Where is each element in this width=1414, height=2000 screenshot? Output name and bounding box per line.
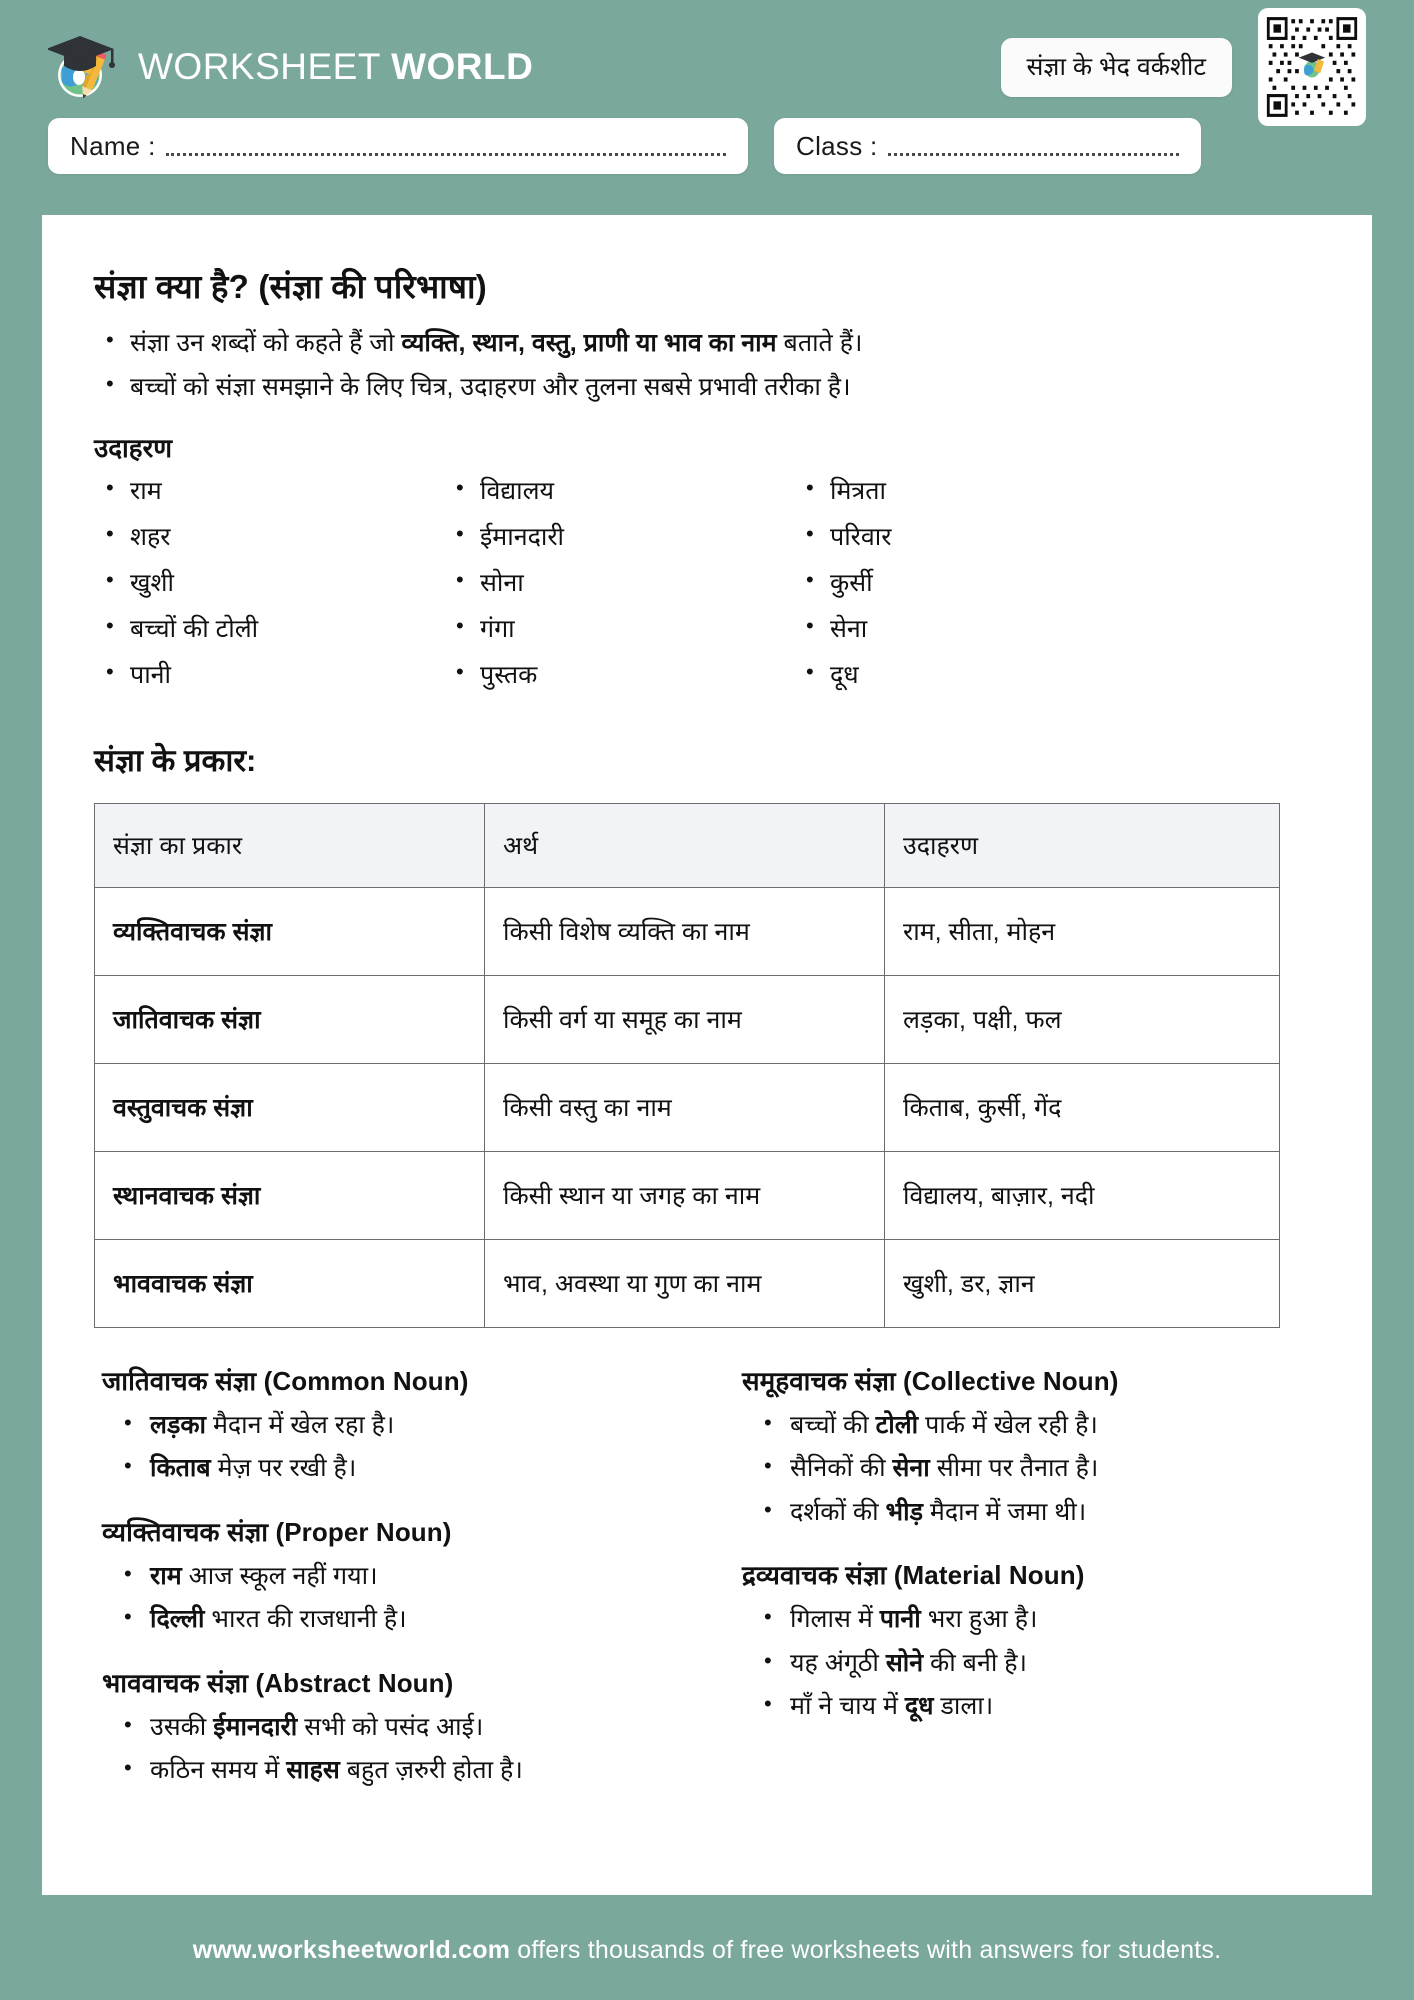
cell-type: व्यक्तिवाचक संज्ञा (95, 887, 485, 975)
noun-bold: पानी (879, 1605, 921, 1633)
cell-example: राम, सीता, मोहन (885, 887, 1280, 975)
noun-pre: बच्चों की (790, 1410, 876, 1439)
worksheet-sheet (42, 215, 1372, 1895)
noun-block-collective (742, 1362, 1322, 1531)
table-row (95, 887, 1280, 975)
noun-block-proper (102, 1513, 682, 1638)
cell-type: भाववाचक संज्ञा (95, 1239, 485, 1327)
noun-example (790, 1451, 1322, 1487)
noun-example (150, 1710, 682, 1746)
noun-pre: यह अंगूठी (790, 1648, 886, 1677)
example-item: • ईमानदारी (480, 525, 830, 550)
noun-pre: कठिन समय में (150, 1756, 287, 1784)
worksheet-title-badge: संज्ञा के भेद वर्कशीट (1001, 38, 1232, 97)
example-item: • मित्रता (830, 479, 892, 504)
header-right-group (1001, 8, 1366, 126)
noun-example (150, 1408, 682, 1444)
page-footer (0, 1895, 1414, 2000)
noun-example (790, 1689, 1322, 1725)
examples-columns (94, 476, 1320, 709)
noun-post: मैदान में खेल रहा है। (206, 1410, 395, 1439)
cell-example: लड़का, पक्षी, फल (885, 975, 1280, 1063)
cell-meaning: किसी वर्ग या समूह का नाम (485, 975, 885, 1063)
table-row (95, 1063, 1280, 1151)
noun-example (150, 1451, 682, 1487)
noun-post: सभी को पसंद आई। (297, 1712, 484, 1741)
brand-wordmark (138, 46, 533, 88)
class-label: Class : (796, 130, 878, 161)
examples-column-1 (130, 476, 480, 709)
cell-example: किताब, कुर्सी, गेंद (885, 1063, 1280, 1151)
example-item: • सोना (480, 571, 830, 596)
cell-example: विद्यालय, बाज़ार, नदी (885, 1151, 1280, 1239)
cell-meaning: किसी वस्तु का नाम (485, 1063, 885, 1151)
noun-bold: राम (150, 1561, 182, 1590)
example-item: • शहर (130, 525, 480, 550)
definition-list (94, 324, 1320, 407)
header-top-row (48, 0, 1366, 110)
definition-bold: व्यक्ति, स्थान, वस्तु, प्राणी या भाव का नाम (401, 329, 777, 357)
noun-example (150, 1602, 682, 1638)
table-header-row (95, 803, 1280, 887)
noun-block-title: व्यक्तिवाचक संज्ञा (Proper Noun) (102, 1516, 452, 1547)
noun-bold: सोने (885, 1648, 924, 1677)
noun-bold: दिल्ली (150, 1605, 205, 1633)
noun-example (790, 1495, 1322, 1531)
name-input-line[interactable] (166, 153, 726, 156)
page-title: संज्ञा क्या है? (संज्ञा की परिभाषा) (94, 268, 487, 305)
noun-example (150, 1559, 682, 1595)
noun-pre: दर्शकों की (790, 1497, 886, 1526)
qr-code-canvas (1265, 15, 1359, 119)
noun-post: सीमा पर तैनात है। (929, 1454, 1099, 1482)
example-item: • गंगा (480, 617, 830, 642)
noun-post: मैदान में जमा थी। (922, 1497, 1087, 1526)
cell-meaning: किसी स्थान या जगह का नाम (485, 1151, 885, 1239)
noun-post: पार्क में खेल रही है। (918, 1410, 1098, 1439)
cell-type: स्थानवाचक संज्ञा (95, 1151, 485, 1239)
table-row (95, 1151, 1280, 1239)
definition-point (130, 324, 1320, 363)
cell-type: जातिवाचक संज्ञा (95, 975, 485, 1063)
definition-pre: संज्ञा उन शब्दों को कहते हैं जो (130, 329, 402, 357)
noun-example (790, 1602, 1322, 1638)
noun-pre: गिलास में (790, 1605, 880, 1633)
column-header-type: संज्ञा का प्रकार (95, 803, 485, 887)
class-input-line[interactable] (888, 153, 1179, 156)
noun-block-title: भाववाचक संज्ञा (Abstract Noun) (102, 1667, 454, 1698)
table-row (95, 1239, 1280, 1327)
noun-types-table (94, 803, 1280, 1328)
brand-prefix: WORKSHEET (138, 46, 392, 87)
noun-bold: किताब (150, 1454, 211, 1482)
example-item: • कुर्सी (830, 571, 892, 596)
noun-bold: दूध (904, 1692, 934, 1720)
noun-block-common (102, 1362, 682, 1487)
examples-column-2 (480, 476, 830, 709)
example-item: • दूध (830, 663, 892, 688)
footer-site-url[interactable]: www.worksheetworld.com (192, 1936, 511, 1964)
cell-meaning: किसी विशेष व्यक्ति का नाम (485, 887, 885, 975)
sheet-content (42, 215, 1372, 709)
noun-bold: सेना (892, 1454, 930, 1482)
page-header (0, 0, 1414, 215)
cell-type: वस्तुवाचक संज्ञा (95, 1063, 485, 1151)
noun-column-left (102, 1362, 682, 1815)
column-header-example: उदाहरण (885, 803, 1280, 887)
example-item: • पानी (130, 663, 480, 688)
noun-example (790, 1646, 1322, 1682)
example-item: • परिवार (830, 525, 892, 550)
noun-post: डाला। (933, 1692, 994, 1720)
name-label: Name : (70, 130, 156, 161)
footer-tagline: offers thousands of free worksheets with answers for students. (510, 1936, 1222, 1964)
brand-suffix: WORLD (391, 46, 534, 87)
torn-paper-edge (42, 215, 1372, 241)
example-item: • खुशी (130, 571, 480, 596)
noun-block-title: जातिवाचक संज्ञा (Common Noun) (102, 1365, 469, 1396)
class-field[interactable] (774, 118, 1201, 174)
example-item: • राम (130, 479, 480, 504)
noun-bold: लड़का (150, 1410, 207, 1439)
column-header-meaning: अर्थ (485, 803, 885, 887)
examples-column-3 (830, 476, 892, 709)
footer-text (193, 1936, 1222, 1965)
noun-example (150, 1753, 682, 1789)
noun-pre: माँ ने चाय में (790, 1692, 905, 1720)
cell-example: खुशी, डर, ज्ञान (885, 1239, 1280, 1327)
student-info-row (48, 110, 1366, 174)
types-heading: संज्ञा के प्रकार: (94, 742, 257, 778)
noun-block-title: समूहवाचक संज्ञा (Collective Noun) (742, 1365, 1119, 1396)
noun-example (790, 1408, 1322, 1444)
noun-bold: भीड़ (885, 1497, 923, 1526)
noun-bold: साहस (286, 1756, 340, 1784)
example-item: • सेना (830, 617, 892, 642)
noun-post: भरा हुआ है। (920, 1605, 1038, 1633)
noun-bold: टोली (875, 1410, 919, 1439)
noun-post: आज स्कूल नहीं गया। (181, 1561, 378, 1590)
noun-post: बहुत ज़रुरी होता है। (339, 1756, 523, 1784)
noun-pre: सैनिकों की (790, 1454, 893, 1482)
example-item: • विद्यालय (480, 479, 830, 504)
noun-column-right (742, 1362, 1322, 1815)
worksheet-world-logo-icon (48, 28, 120, 106)
name-field[interactable] (48, 118, 748, 174)
definition-post: बताते हैं। (776, 329, 863, 357)
brand-logo (48, 28, 533, 106)
noun-block-material (742, 1556, 1322, 1725)
noun-post: मेज़ पर रखी है। (210, 1454, 357, 1482)
example-item: • बच्चों की टोली (130, 617, 480, 642)
table-row (95, 975, 1280, 1063)
noun-bold: ईमानदारी (213, 1712, 298, 1741)
definition-pre: बच्चों को संज्ञा समझाने के लिए चित्र, उदाहरण और तुलना सबसे प्रभावी तरीका है। (130, 372, 851, 401)
noun-post: भारत की राजधानी है। (204, 1605, 407, 1633)
noun-pre: उसकी (150, 1712, 214, 1741)
noun-block-title: द्रव्यवाचक संज्ञा (Material Noun) (742, 1560, 1085, 1590)
qr-code[interactable] (1258, 8, 1366, 126)
examples-heading: उदाहरण (94, 432, 173, 463)
definition-point (130, 368, 1320, 407)
example-item: • पुस्तक (480, 663, 830, 688)
cell-meaning: भाव, अवस्था या गुण का नाम (485, 1239, 885, 1327)
noun-sections-grid (94, 1362, 1372, 1815)
noun-post: की बनी है। (923, 1648, 1027, 1677)
noun-block-abstract (102, 1664, 682, 1789)
